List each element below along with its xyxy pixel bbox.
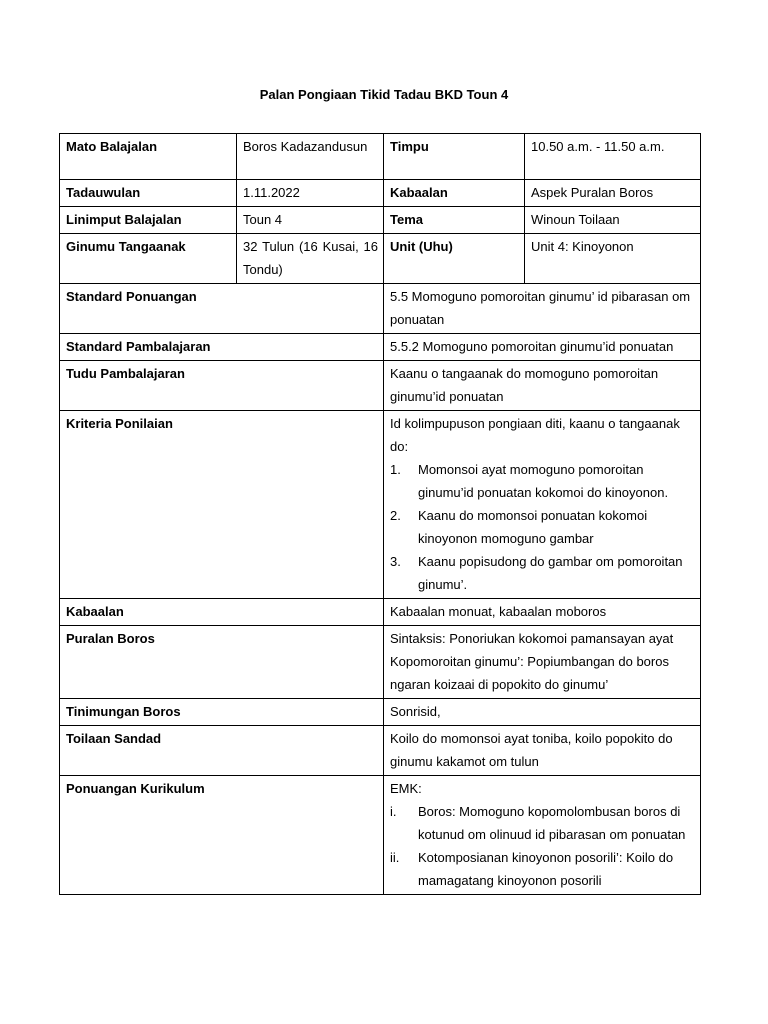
table-row bbox=[60, 361, 701, 411]
value-cell: 10.50 a.m. - 11.50 a.m. bbox=[525, 134, 701, 180]
list-number: 3. bbox=[390, 554, 401, 569]
label-cell: Ginumu Tangaanak bbox=[60, 234, 237, 284]
label-cell: Puralan Boros bbox=[60, 626, 384, 699]
value-cell: Kabaalan monuat, kabaalan moboros bbox=[384, 599, 701, 626]
value-cell: Winoun Toilaan bbox=[525, 207, 701, 234]
list-number: ii. bbox=[390, 850, 400, 865]
value-cell bbox=[384, 776, 701, 895]
label-cell: Linimput Balajalan bbox=[60, 207, 237, 234]
table-row bbox=[60, 599, 701, 626]
label-cell: Standard Ponuangan bbox=[60, 284, 384, 334]
table-row bbox=[60, 699, 701, 726]
label-cell: Tudu Pambalajaran bbox=[60, 361, 384, 411]
table-row bbox=[60, 207, 701, 234]
list-text: Momonsoi ayat momoguno pomoroitan ginumu’id ponuatan kokomoi do kinoyonon. bbox=[418, 462, 669, 500]
puralan-line: Kopomoroitan ginumu’: Popiumbangan do boros ngaran koizaai di popokito do ginumu’ bbox=[390, 654, 669, 692]
puralan-line: Sintaksis: Ponoriukan kokomoi pamansayan ayat bbox=[390, 631, 674, 646]
table-row bbox=[60, 134, 701, 180]
value-cell: 5.5 Momoguno pomoroitan ginumu’ id pibarasan om ponuatan bbox=[384, 284, 701, 334]
value-cell: Kaanu o tangaanak do momoguno pomoroitan ginumu’id ponuatan bbox=[384, 361, 701, 411]
label-cell: Ponuangan Kurikulum bbox=[60, 776, 384, 895]
criteria-intro: Id kolimpupuson pongiaan diti, kaanu o tangaanak do: bbox=[390, 416, 680, 454]
list-number: 1. bbox=[390, 462, 401, 477]
lesson-plan-table bbox=[59, 133, 701, 895]
label-cell: Tadauwulan bbox=[60, 180, 237, 207]
label-cell: Toilaan Sandad bbox=[60, 726, 384, 776]
list-item bbox=[390, 550, 695, 596]
table-row bbox=[60, 411, 701, 599]
list-item bbox=[390, 504, 695, 550]
label-cell: Kabaalan bbox=[384, 180, 525, 207]
value-cell: 5.5.2 Momoguno pomoroitan ginumu’id ponuatan bbox=[384, 334, 701, 361]
table-row bbox=[60, 284, 701, 334]
value-cell: 32 Tulun (16 Kusai, 16 Tondu) bbox=[237, 234, 384, 284]
list-number: 2. bbox=[390, 508, 401, 523]
table-row bbox=[60, 180, 701, 207]
table-row bbox=[60, 776, 701, 895]
table-row bbox=[60, 334, 701, 361]
value-cell: Koilo do momonsoi ayat toniba, koilo popokito do ginumu kakamot om tulun bbox=[384, 726, 701, 776]
table-row bbox=[60, 234, 701, 284]
label-cell: Unit (Uhu) bbox=[384, 234, 525, 284]
value-cell bbox=[384, 411, 701, 599]
list-item bbox=[390, 458, 695, 504]
value-cell: 1.11.2022 bbox=[237, 180, 384, 207]
label-cell: Tinimungan Boros bbox=[60, 699, 384, 726]
value-cell: Boros Kadazandusun bbox=[237, 134, 384, 180]
label-cell: Timpu bbox=[384, 134, 525, 180]
value-cell: Toun 4 bbox=[237, 207, 384, 234]
list-text: Boros: Momoguno kopomolombusan boros di kotunud om olinuud id pibarasan om ponuatan bbox=[418, 804, 686, 842]
label-cell: Kriteria Ponilaian bbox=[60, 411, 384, 599]
list-number: i. bbox=[390, 804, 397, 819]
label-cell: Kabaalan bbox=[60, 599, 384, 626]
value-cell: Aspek Puralan Boros bbox=[525, 180, 701, 207]
value-cell bbox=[384, 626, 701, 699]
label-cell: Tema bbox=[384, 207, 525, 234]
list-text: Kaanu do momonsoi ponuatan kokomoi kinoyonon momoguno gambar bbox=[418, 508, 648, 546]
list-item bbox=[390, 800, 695, 846]
value-cell: Unit 4: Kinoyonon bbox=[525, 234, 701, 284]
emk-heading: EMK: bbox=[390, 781, 422, 796]
table-row bbox=[60, 626, 701, 699]
value-cell: Sonrisid, bbox=[384, 699, 701, 726]
list-item bbox=[390, 846, 695, 892]
table-row bbox=[60, 726, 701, 776]
label-cell: Standard Pambalajaran bbox=[60, 334, 384, 361]
list-text: Kaanu popisudong do gambar om pomoroitan ginumu’. bbox=[418, 554, 683, 592]
list-text: Kotomposianan kinoyonon posorili’: Koilo do mamagatang kinoyonon posorili bbox=[418, 850, 674, 888]
page-title: Palan Pongiaan Tikid Tadau BKD Toun 4 bbox=[259, 87, 509, 102]
label-cell: Mato Balajalan bbox=[60, 134, 237, 180]
